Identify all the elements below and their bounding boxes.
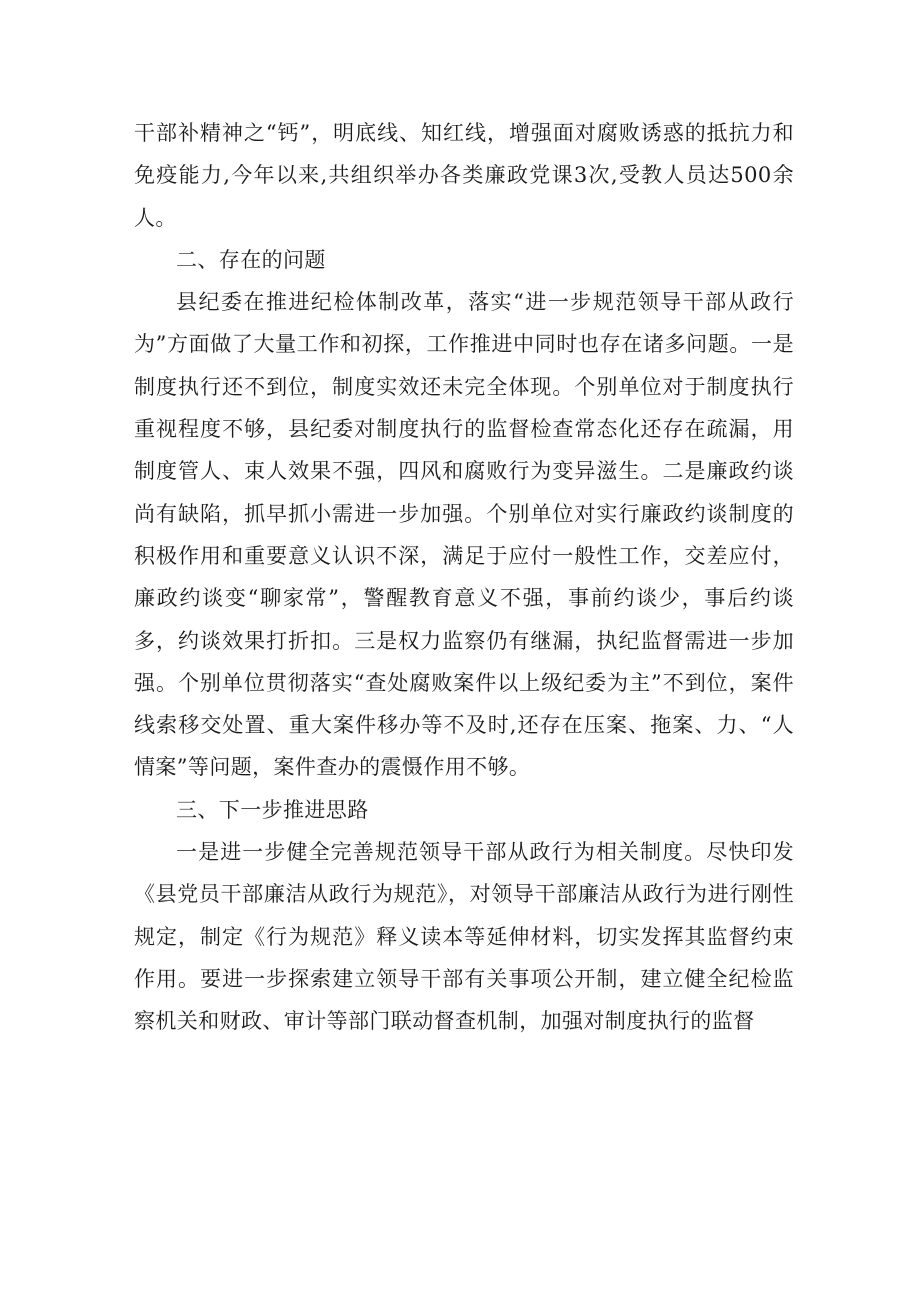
paragraph-problems: 县纪委在推进纪检体制改革，落实“进一步规范领导干部从政行为”方面做了大量工作和初探，工作推进中同时也存在诸多问题。一是制度执行还不到位，制度实效还未完全体现。个别单位对于制度执行重视程度不够，县纪委对制度执行的监督检查常态化还存在疏漏，用制度管人、束人效果不强，四风和腐败行为变异滋生。二是廉政约谈尚有缺陷，抓早抓小需进一步加强。个别单位对实行廉政约谈制度的积极作用和重要意义认识不深，满足于应付一般性工作，交差应付，廉政约谈变“聊家常”，警醒教育意义不强，事前约谈少，事后约谈多，约谈效果打折扣。三是权力监察仍有继漏，执纪监督需进一步加强。个别单位贯彻落实“查处腐败案件以上级纪委为主”不到位，案件线索移交处置、重大案件移办等不及时,还存在压案、拖案、力、“人情案”等问题，案件查办的震慑作用不够。 <box>134 290 794 780</box>
document-body <box>134 112 794 1043</box>
section-heading-problems: 二、存在的问题 <box>176 247 326 272</box>
section-heading-next-steps: 三、下一步推进思路 <box>176 797 369 822</box>
paragraph-continuation: 干部补精神之“钙”，明底线、知红线，增强面对腐败诱惑的抵抗力和免疫能力,今年以来,共组织举办各类廉政党课3次,受教人员达500余人。 <box>134 121 794 230</box>
paragraph-next-steps: 一是进一步健全完善规范领导干部从政行为相关制度。尽快印发《县党员干部廉洁从政行为规范》，对领导干部廉洁从政行为进行刚性规定，制定《行为规范》释义读本等延伸材料，切实发挥其监督约束作用。要进一步探索建立领导干部有关事项公开制，建立健全纪检监察机关和财政、审计等部门联动督查机制，加强对制度执行的监督 <box>134 840 794 1034</box>
